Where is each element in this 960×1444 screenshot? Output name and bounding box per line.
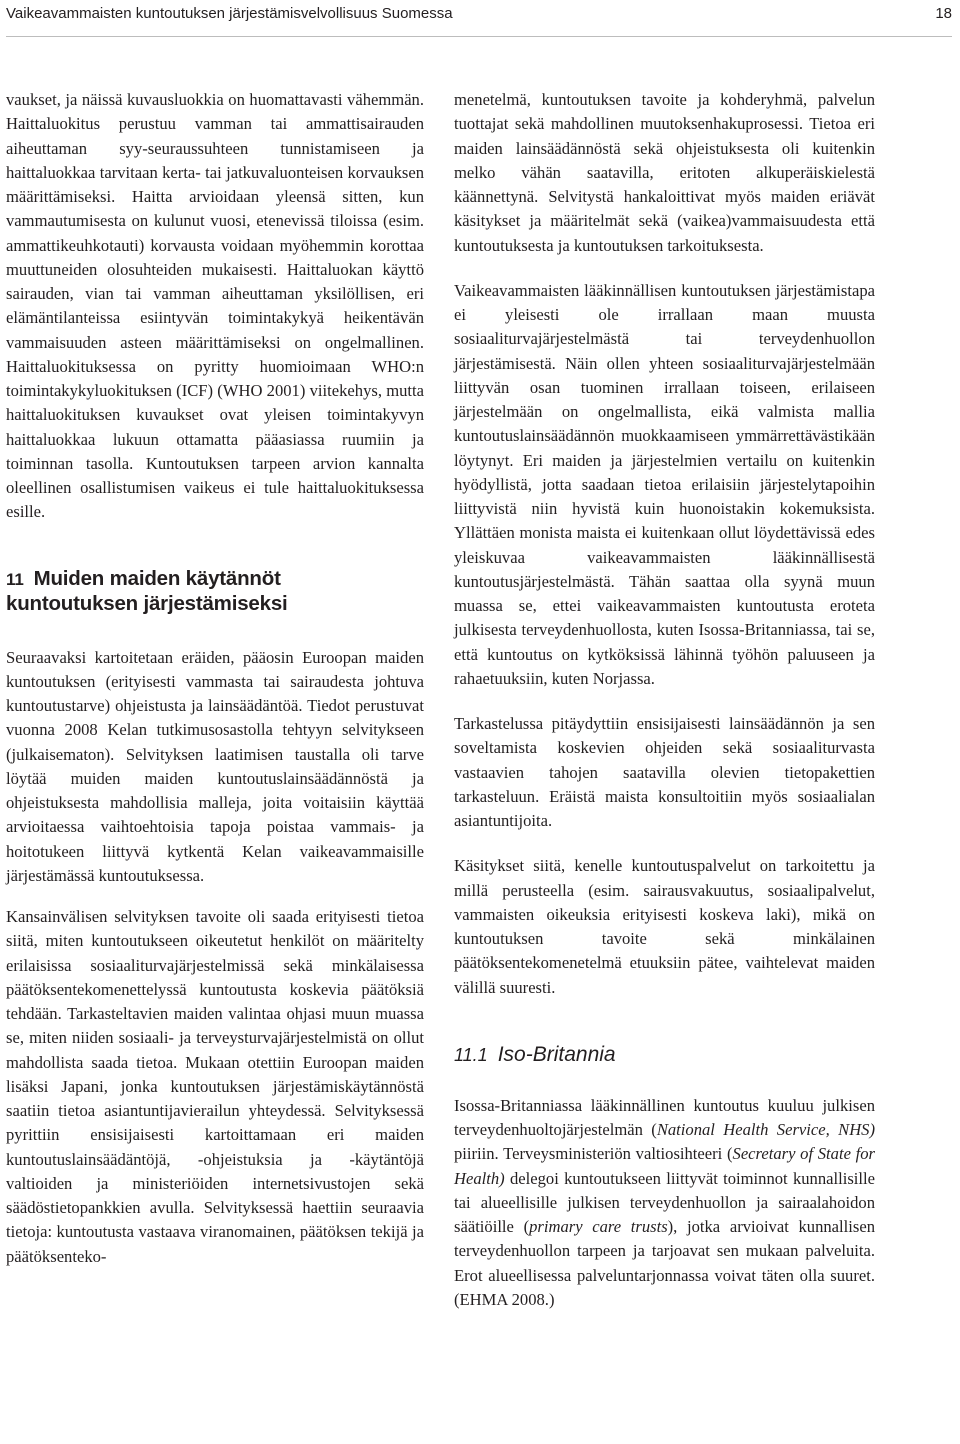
right-column xyxy=(454,88,875,1312)
page-number: 18 xyxy=(935,5,952,22)
text-run: ), jotka arvioivat kunnallisen terveydenhuollon tarpeen ja tarjoavat sen mukaan palveluita. Erot alueellisessa palveluntarjonnassa voivat täten olla suuret. (EHMA 2008.) xyxy=(454,1217,875,1309)
header-title: Vaikeavammaisten kuntoutuksen järjestämisvelvollisuus Suomessa xyxy=(6,5,453,22)
subsection-number: 11.1 xyxy=(454,1044,488,1065)
left-column xyxy=(6,88,424,1269)
subsection-title: Iso-Britannia xyxy=(497,1042,616,1066)
paragraph: Seuraavaksi kartoitetaan eräiden, pääosin Euroopan maiden kuntoutuksen (erityisesti vammasta tai sairaudesta johtuva kuntoutustarve) ohjeistusta ja lainsäädäntöä. Tiedot perustuvat vuonna 2008 Kelan tutkimusosastolla tehtyyn selvitykseen (julkaisematon). Selvityksen laatimisen taustalla oli tarve löytää muiden maiden kuntoutuslainsäädännöstä ja ohjeistuksesta mahdollisia malleja, joita voitaisiin käyttää arvioitaessa vaihtoehtoisia tapoja poistaa vammais- ja hoitotukeen liittyvä kytkentä Kelan vaikeavammaisille järjestämässä kuntoutuksessa. xyxy=(6,647,424,885)
italic-term: National Health Service, NHS) xyxy=(656,1120,875,1139)
italic-term: Secretary of State for Health) xyxy=(454,1144,875,1188)
section-title-line1: Muiden maiden käytännöt xyxy=(33,566,281,590)
text-run: delegoi kuntoutukseen liittyvät toiminnot kunnallisille tai alueellisille julkisen terveydenhuollon ja sairaalahoidon säätiöille ( xyxy=(454,1168,875,1236)
section-title-line2: kuntoutuksen järjestämiseksi xyxy=(6,591,288,615)
paragraph xyxy=(454,1094,875,1312)
italic-term: primary care trusts xyxy=(529,1217,668,1236)
running-header xyxy=(6,0,952,34)
paragraph: Käsitykset siitä, kenelle kuntoutuspalvelut on tarkoitettu ja millä perusteella (esim. sairausvakuutus, sosiaalipalvelut, vammaisten oikeuksia erityisesti koskeva laki), mikä on kuntoutuksen tavoite sekä minkälainen päätöksentekomenetelmä etuuksiin pätee, vaihtelevat maiden välillä suuresti. xyxy=(454,856,875,997)
header-rule xyxy=(6,36,952,37)
paragraph: menetelmä, kuntoutuksen tavoite ja kohderyhmä, palvelun tuottajat sekä mahdollinen muutoksenhakuprosessi. Tietoa eri maiden lainsäädännöstä sekä ohjeistuksesta oli kuitenkin melko vähän saatavilla, eritoten alkuperäiskielestä käännettynä. Selvitystä hankaloittivat myös maiden eriävät käsitykset ja määritelmät sekä (vaikea)vammaisuudesta että kuntoutuksesta ja kuntoutuksen tarkoituksesta. xyxy=(454,90,875,255)
section-heading xyxy=(6,567,424,616)
subsection-heading xyxy=(454,1042,875,1068)
text-run: piiriin. Terveysministeriön valtiosihteeri ( xyxy=(454,1144,733,1164)
section-number: 11 xyxy=(6,569,24,589)
paragraph: Kansainvälisen selvityksen tavoite oli saada erityisesti tietoa siitä, miten kuntoutukseen oikeutetut henkilöt on määritelty erilaisissa sosiaaliturvajärjestelmissä sekä minkälaisessa päätöksentekomenettelyssä kuntoutusta koskevia päätöksiä tehdään. Tarkasteltavien maiden valintaa ohjasi muun muassa se, miten niiden sosiaali- ja terveysturvajärjestelmistä on ollut mahdollista saada tietoa. Mukaan otettiin Euroopan maiden lisäksi Japani, jonka kuntoutuksen järjestämiskäytännöstä saatiin tietoa asiantuntijavierailun yhteydessä. Selvityksessä pyrittiin ensisijaisesti kartoittamaan eri maiden kuntoutuslainsäädäntöjä, -ohjeistuksia ja -käytäntöjä valtioiden ja ministeriöiden internetsivustojen sekä säädöstietopankkien avulla. Selvityksessä haettiin seuraavia tietoja: kuntoutusta vastaava viranomainen, päätöksen tekijä ja päätöksenteko- xyxy=(6,907,424,1266)
text-run: Isossa-Britanniassa lääkinnällinen kuntoutus kuuluu julkisen terveydenhuoltojärjestelmän ( xyxy=(454,1095,875,1139)
paragraph: Tarkastelussa pitäydyttiin ensisijaisesti lainsäädännön ja sen soveltamista koskevien ohjeiden sekä sosiaaliturvasta vastaavien tahojen saatavilla olevien tietopakettien tarkasteluun. Eräistä maista konsultoitiin myös sosiaalialan asiantuntijoita. xyxy=(454,714,875,830)
paragraph: Vaikeavammaisten lääkinnällisen kuntoutuksen järjestämistapa ei yleisesti ole irrallaan maan muusta sosiaaliturvajärjestelmästä tai terveydenhuollon järjestämisestä. Näin ollen yhteen sosiaaliturvajärjestelmään liittyvän osan tuominen irrallaan toiseen, erilaiseen järjestelmään on ongelmallista, eikä valmista mallia kuntoutuslainsäädännön muokkaamiseen ymmärrettävästikään löytynyt. Eri maiden ja järjestelmien vertailu on kuitenkin hyödyllistä, jotta saadaan tietoa erilaisiin järjestelytapoihin liittyvistä niin hyvistä kuin huonoistakin kokemuksista. Yllättäen monista maista ei kuitenkaan ollut löydettävissä edes yleiskuvaa vaikeavammaisten lääkinnällisestä kuntoutusjärjestelmästä. Tähän saattaa olla syynä muun muassa se, ettei vaikeavammaisten kuntoutusta eroteta julkisesta terveydenhuollosta, kuten Isossa-Britanniassa, tai se, että kuntoutus on kytköksissä lähinnä työhön paluuseen ja rahaetuuksiin, kuten Norjassa. xyxy=(454,280,875,688)
paragraph: vaukset, ja näissä kuvausluokkia on huomattavasti vähemmän. Haittaluokitus perustuu vamman tai ammattisairauden aiheuttaman syy-seuraussuhteen tunnistamiseen ja haittaluokkaa tarvitaan kerta- tai jatkuvaluonteisen korvauksen määrittämiseksi. Haitta arvioidaan yleensä sitten, kun vammautumisesta on kulunut vuosi, etenevissä tiloissa (esim. ammattikeuhkotauti) korvausta voidaan myöhemmin korottaa muuttuneiden olosuhteiden mukaisesti. Haittaluokan käyttö sairauden, vian tai vamman aiheuttaman yksilöllisen, eri elämäntilanteissa esiintyvän toimintakykyä heikentävän vammaisuuden asteen määrittämiseksi on ongelmallinen. Haittaluokituksessa on pyritty huomioimaan WHO:n toimintakykyluokituksen (ICF) (WHO 2001) viitekehys, mutta haittaluokituksen kuvaukset ovat yleisen toimintakyvyn haittaluokkaa lukuun ottamatta pääasiassa ruumiin ja toiminnan tasolla. Kuntoutuksen tarpeen arvion kannalta oleellinen osallistumisen vaikeus ei tule haittaluokituksessa esille. xyxy=(6,90,424,522)
